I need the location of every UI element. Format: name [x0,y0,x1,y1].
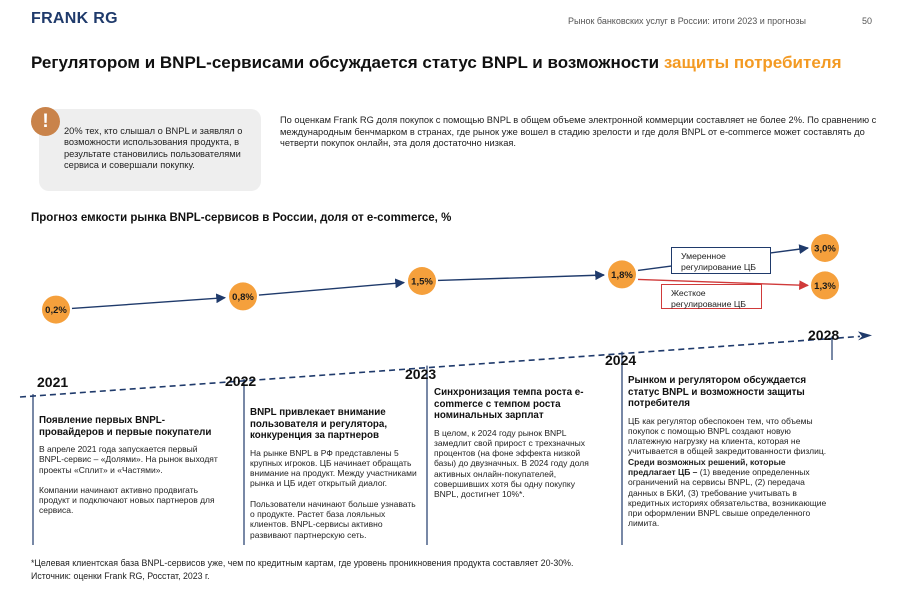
data-point-2024-label: 1,8% [611,269,633,281]
page-number: 50 [862,16,873,26]
footnote: *Целевая клиентская база BNPL-сервисов уже, чем по кредитным картам, где уровень проникновения продукта составляет 20-30%. [31,558,574,568]
milestone-body-extra: Компании начинают активно продвигать продукт и подключают новых партнеров для сервиса. [39,484,215,516]
year-label-2022: 2022 [225,373,257,389]
data-point-2022-label: 0,8% [232,291,254,303]
header-title: Рынок банковских услуг в России: итоги 2023 и прогнозы [568,16,806,26]
scenario-moderate-point-label: 3,0% [814,243,836,255]
year-label-2021: 2021 [37,374,69,390]
milestone-body-part: (1) введение определенных ограничений на сервисы BNPL, (2) передача данных в БКИ, (3) требование учитывать в кредитных историях обязательства, возникающие при оформлении BNPL свыше определенного лимита. [628,466,827,529]
scenario-moderate-label: Умеренное регулирование ЦБ [671,247,771,274]
milestone-body-part: ЦБ как регулятор обеспокоен тем, что объемы покупок с помощью BNPL создают новую платежную нагрузку на клиента, которая не учитывается в общей закредитованности физлиц. [628,415,827,457]
source-note: Источник: оценки Frank RG, Росстат, 2023 г. [31,571,210,581]
year-label-2024: 2024 [605,352,637,368]
milestone-title: Появление первых BNPL-провайдеров и первые покупатели [39,415,212,438]
milestone-body-bold: Среди возможных решений, которые предлагает ЦБ – [628,456,786,477]
info-box-text: 20% тех, кто слышал о BNPL и заявлял о возможности использования продукта, в результате становились пользователями сервиса и совершали покупку. [64,126,243,170]
data-point-2023-label: 1,5% [411,276,433,288]
milestone-title: Рынком и регулятором обсуждается статус BNPL и возможности защиты потребителя [628,375,807,409]
series-line-segment [259,283,404,295]
milestone-2022 [250,407,420,540]
milestone-2021 [39,415,219,516]
milestone-body-extra: Пользователи начинают больше узнавать о продукте. Растет база лояльных клиентов. BNPL-сервисы активно развивают партнерскую сеть. [250,498,416,540]
milestone-body: В апреле 2021 года запускается первый BNPL-сервис – «Долями». На рынок выходят проекты «Сплит» и «Частями». [39,444,218,475]
year-label-2028: 2028 [808,327,840,343]
logo: FRANK RG [31,10,118,27]
page-title-main: Регулятором и BNPL-сервисами обсуждается статус BNPL и возможности [31,53,664,72]
scenario-strict-point-label: 1,3% [814,280,836,292]
milestone-2024 [628,375,828,529]
series-line-segment [438,275,604,280]
intro-text: По оценкам Frank RG доля покупок с помощью BNPL в общем объеме электронной коммерции составляет не более 2%. По сравнению с международным бенчмарком в странах, где рынок уже вошел в стадию зрелости и где доля BNPL от e-commerce может составлять до четверти покупок онлайн, эта доля достаточно низкая. [280,115,877,149]
milestone-2023 [434,387,596,500]
milestone-body: В целом, к 2024 году рынок BNPL замедлит свой прирост с трехзначных процентов (на фоне эффекта низкой базы) до двузначных. В 2024 году доля активных онлайн-покупателей, совершивших хотя бы одну покупку BNPL, достигнет 10%*. [434,427,589,500]
data-point-2021-label: 0,2% [45,305,67,317]
page-title-accent: защиты потребителя [663,53,842,72]
exclamation-icon: ! [31,107,60,136]
series-line-segment [72,298,225,309]
timeline-arrow-icon [858,331,872,340]
milestone-title: Синхронизация темпа роста e-commerce с темпом роста номинальных зарплат [434,387,584,421]
scenario-strict-label: Жесткое регулирование ЦБ [661,284,762,309]
milestone-body [628,416,828,529]
chart-title: Прогноз емкости рынка BNPL-сервисов в России, доля от e-commerce, % [31,212,452,224]
milestone-title: BNPL привлекает внимание пользователя и регулятора, конкуренция за партнеров [250,407,388,441]
milestone-body: На рынке BNPL в РФ представлены 5 крупных игроков. ЦБ начинает обращать внимание на продукт. Между участниками рынка и ЦБ идет открытый диалог. [250,447,417,489]
year-label-2023: 2023 [405,366,437,382]
